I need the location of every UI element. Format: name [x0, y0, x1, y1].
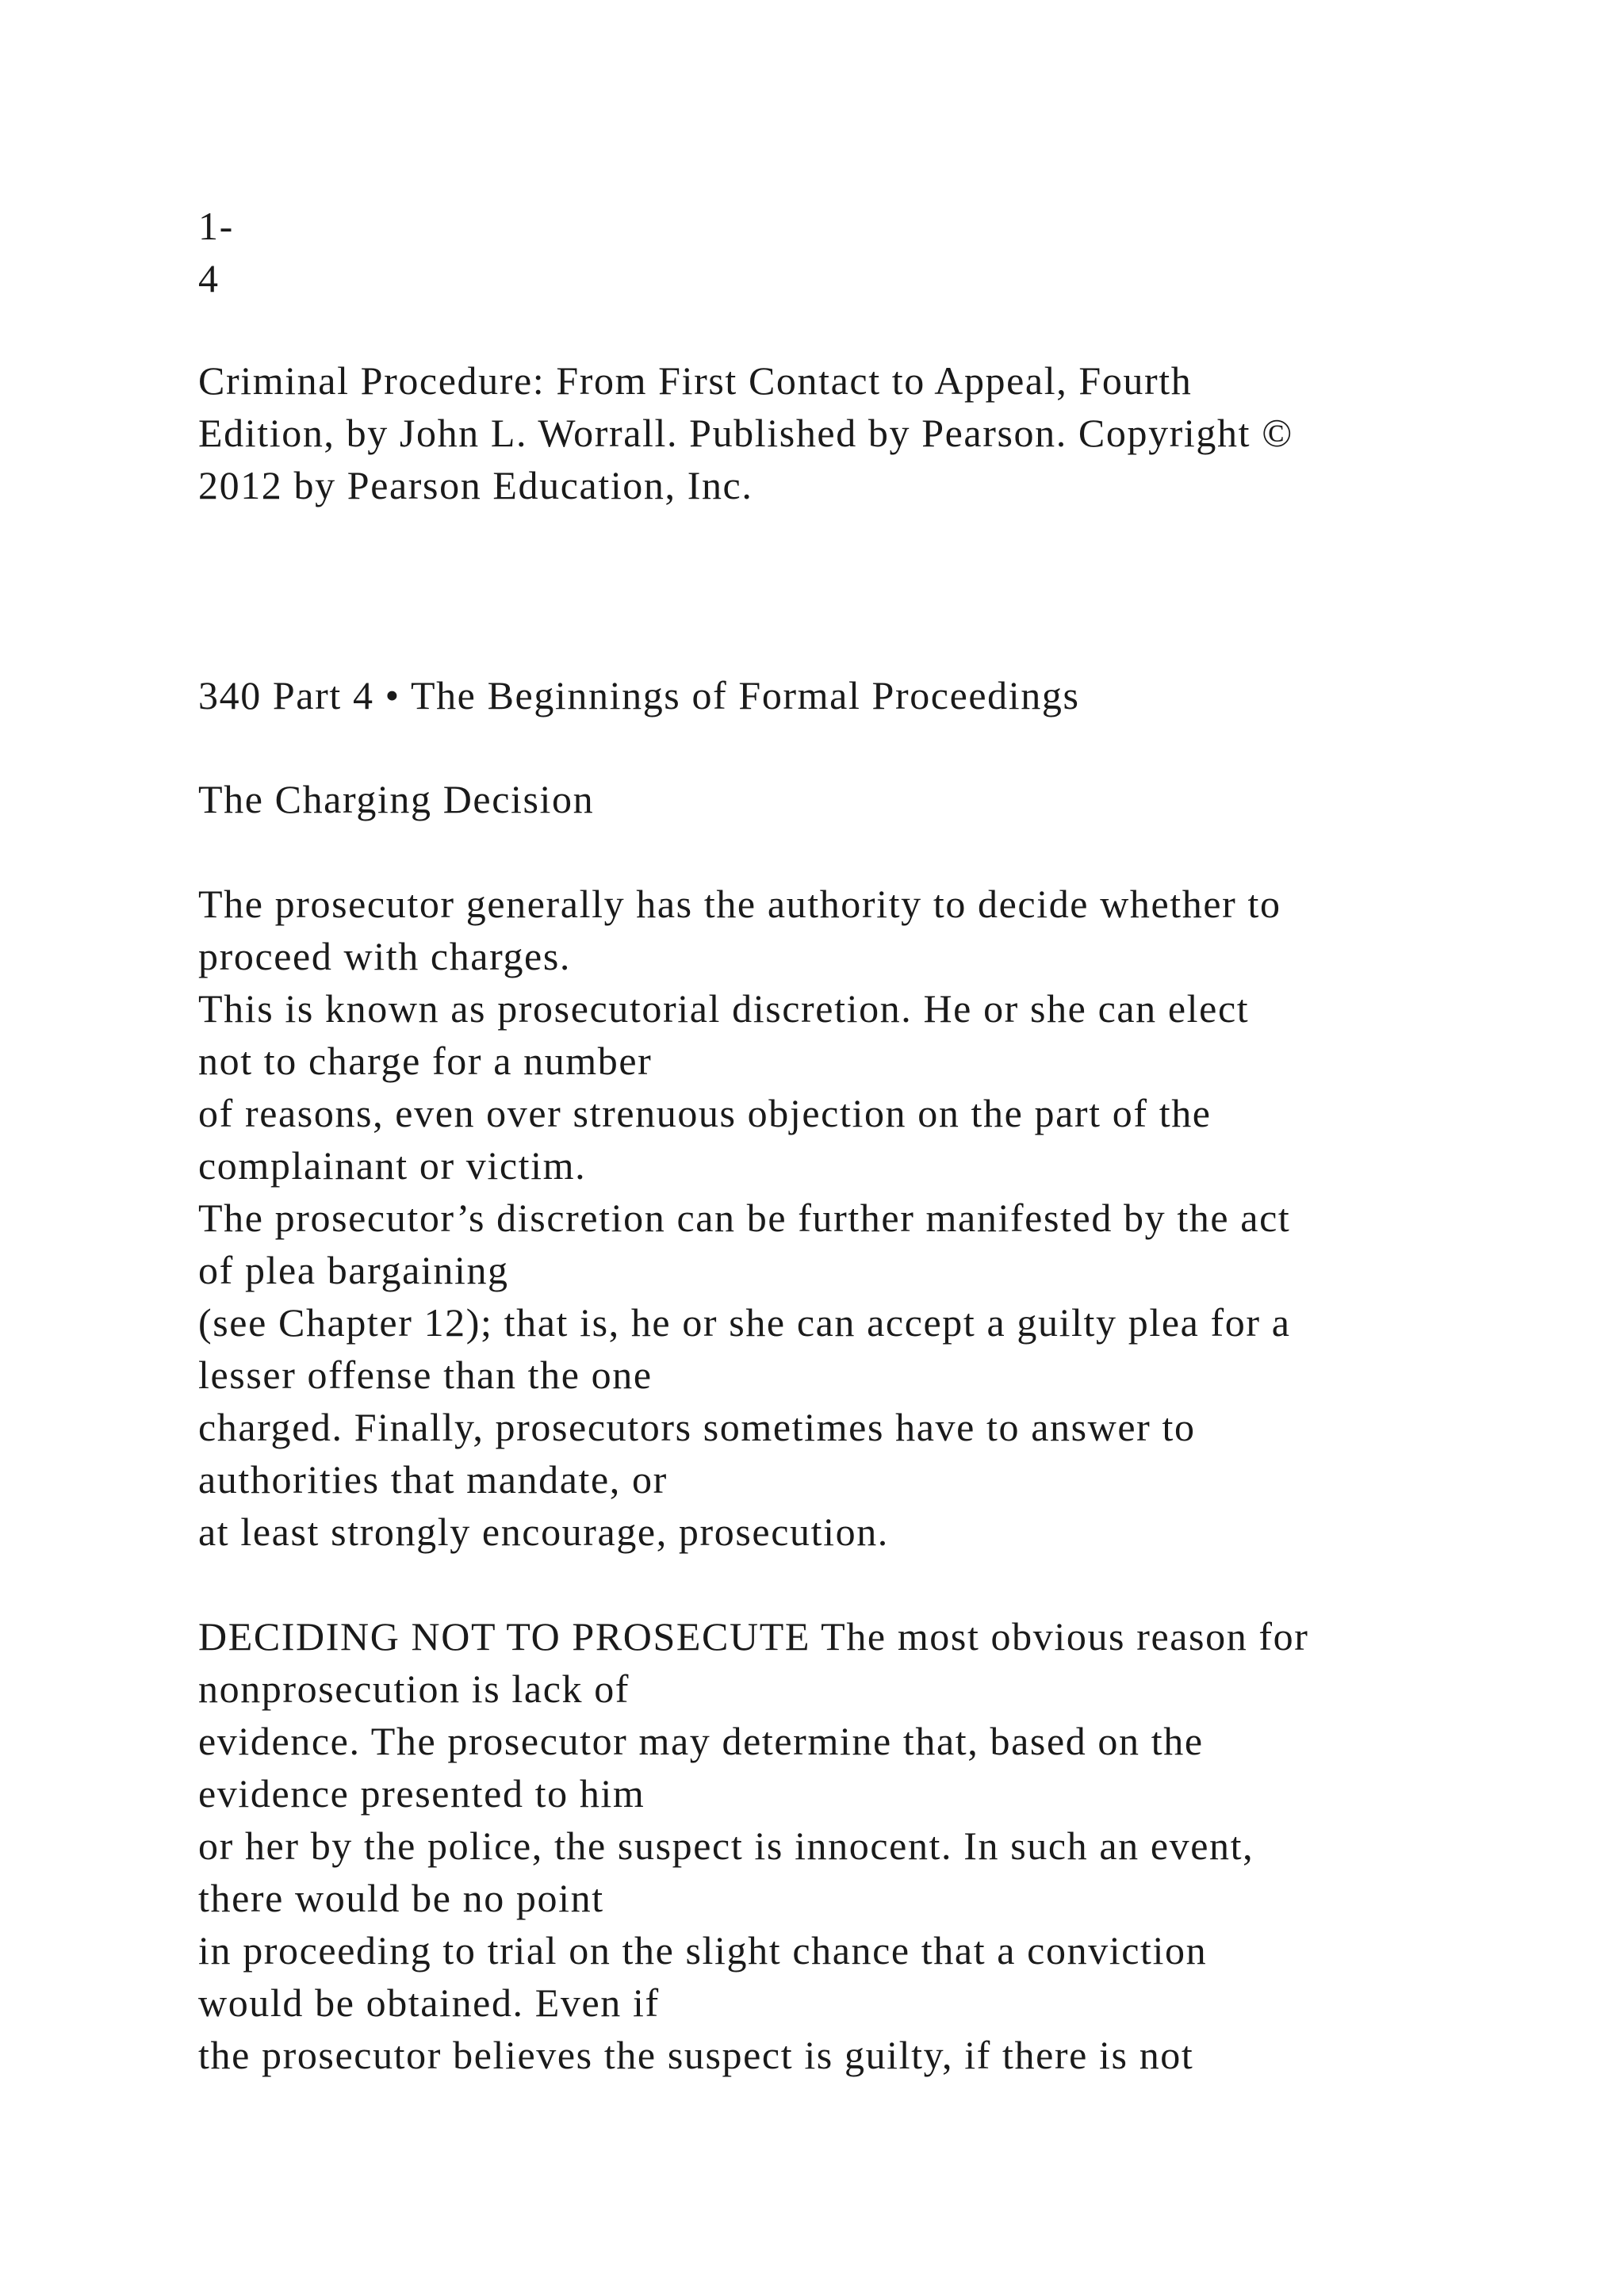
paragraph-line: DECIDING NOT TO PROSECUTE The most obvious reason for [198, 1614, 1309, 1659]
paragraph-line: or her by the police, the suspect is innocent. In such an event, [198, 1823, 1254, 1868]
copyright-line: Criminal Procedure: From First Contact to Appeal, Fourth [198, 358, 1193, 403]
paragraph-line: lesser offense than the one [198, 1353, 653, 1397]
paragraph-line: complainant or victim. [198, 1143, 587, 1188]
paragraph-line: proceed with charges. [198, 934, 572, 978]
paragraph-line: charged. Finally, prosecutors sometimes have to answer to [198, 1405, 1196, 1449]
copyright-line: Edition, by John L. Worrall. Published by Pearson. Copyright © [198, 411, 1293, 455]
paragraph-line: evidence. The prosecutor may determine that, based on the [198, 1719, 1204, 1763]
paragraph-line: The prosecutor generally has the authority to decide whether to [198, 882, 1281, 926]
page-marker [198, 200, 1483, 304]
paragraph-line: nonprosecution is lack of [198, 1667, 630, 1711]
paragraph-charging-decision [198, 878, 1483, 1558]
paragraph-line: at least strongly encourage, prosecution. [198, 1510, 889, 1554]
copyright-notice [198, 354, 1483, 511]
paragraph-line: authorities that mandate, or [198, 1457, 668, 1502]
paragraph-line: not to charge for a number [198, 1039, 653, 1083]
running-header [198, 669, 1483, 721]
copyright-line: 2012 by Pearson Education, Inc. [198, 463, 753, 507]
paragraph-line: evidence presented to him [198, 1771, 645, 1816]
page-marker-line: 4 [198, 256, 220, 300]
paragraph-line: of reasons, even over strenuous objection on the part of the [198, 1091, 1212, 1135]
paragraph-line: there would be no point [198, 1876, 604, 1920]
paragraph-line: This is known as prosecutorial discretion. He or she can elect [198, 986, 1250, 1031]
running-header-text: 340 Part 4 • The Beginnings of Formal Proceedings [198, 673, 1080, 718]
section-heading-text: The Charging Decision [198, 777, 595, 821]
section-heading [198, 773, 1483, 825]
paragraph-deciding-not-to-prosecute [198, 1610, 1483, 2081]
page-marker-line: 1- [198, 204, 234, 248]
paragraph-line: the prosecutor believes the suspect is guilty, if there is not [198, 2033, 1194, 2077]
paragraph-line: in proceeding to trial on the slight chance that a conviction [198, 1928, 1208, 1973]
paragraph-line: would be obtained. Even if [198, 1980, 660, 2025]
paragraph-line: The prosecutor’s discretion can be further manifested by the act [198, 1196, 1291, 1240]
paragraph-line: (see Chapter 12); that is, he or she can accept a guilty plea for a [198, 1300, 1291, 1345]
paragraph-line: of plea bargaining [198, 1248, 509, 1292]
